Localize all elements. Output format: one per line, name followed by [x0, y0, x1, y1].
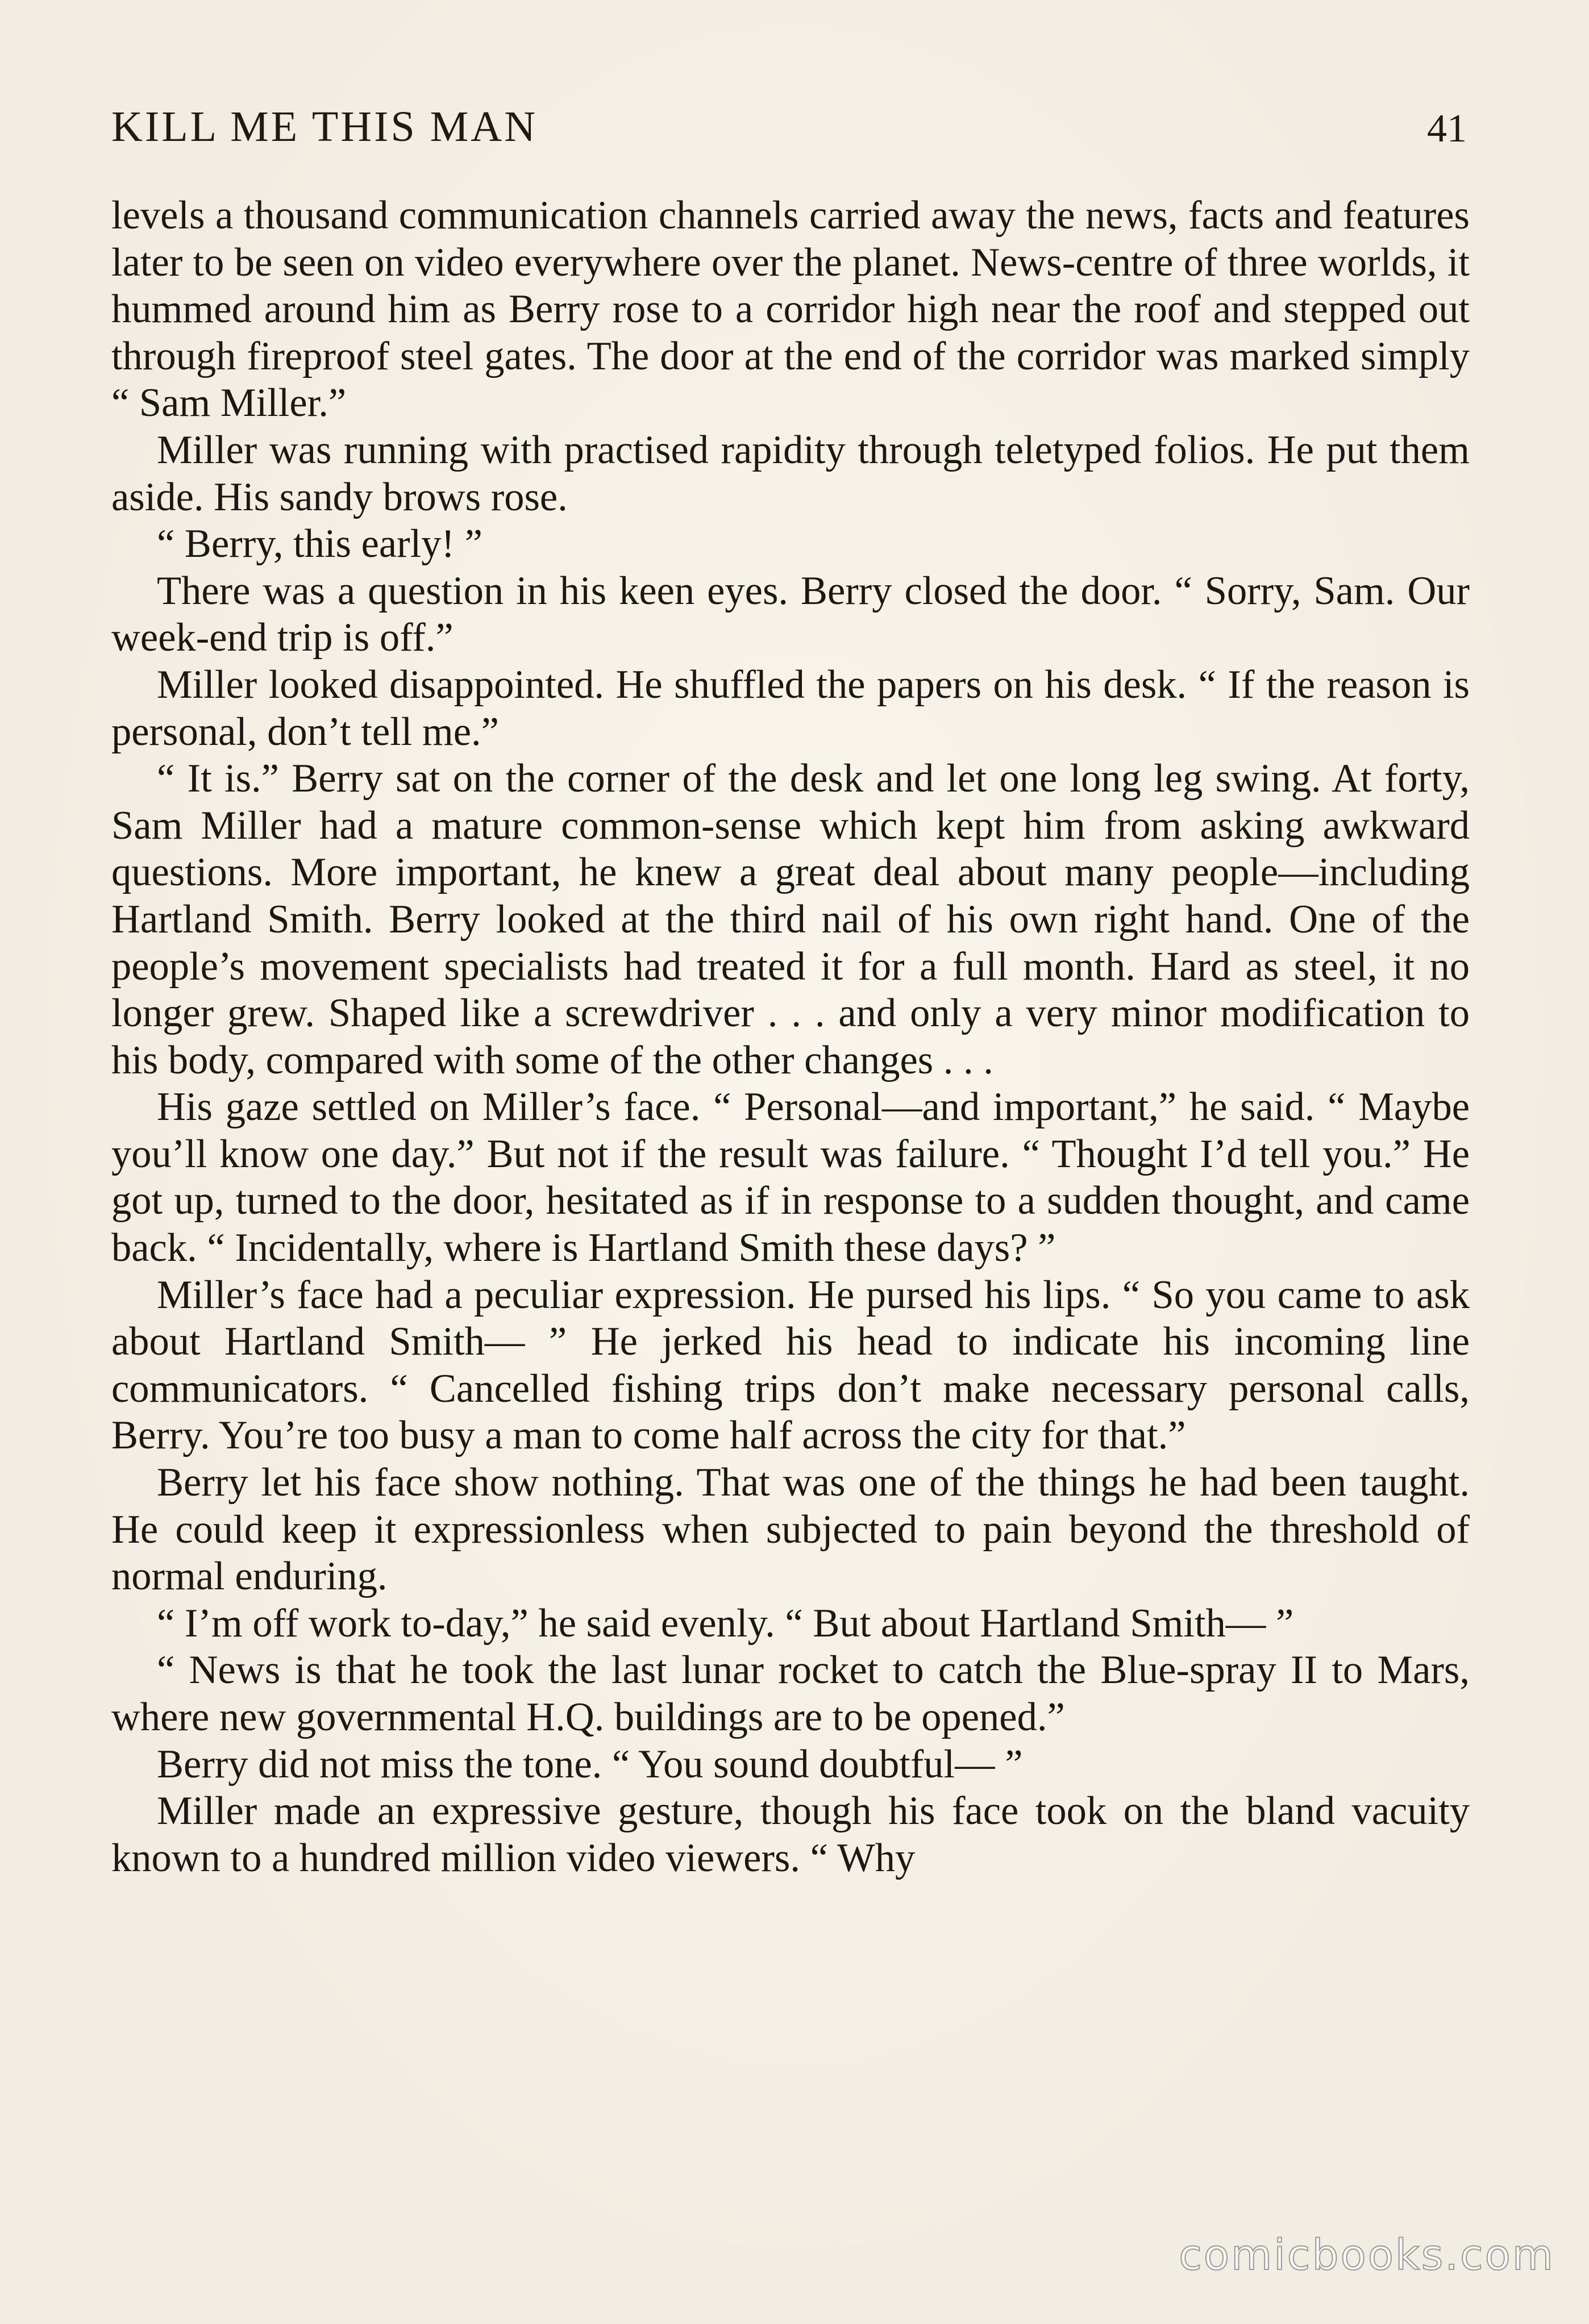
paragraph: levels a thousand communication channels carried away the news, facts and features later to be seen on video everywhere over the planet. News-centre of three worlds, it hummed around him as Berry rose to a corridor high near the roof and stepped out through fireproof steel gates. The door at the end of the corridor was marked simply “ Sam Miller.” [111, 193, 1470, 426]
paragraph: Miller was running with practised rapidity through teletyped folios. He put them aside. His sandy brows rose. [111, 427, 1470, 519]
paragraph: “ It is.” Berry sat on the corner of the desk and let one long leg swing. At forty, Sam Miller had a mature common-sense which kept him from asking awkward questions. More important, he knew a great deal about many people—including Hartland Smith. Berry looked at the third nail of his own right hand. One of the people’s movement specialists had treated it for a full month. Hard as steel, it no longer grew. Shaped like a screwdriver . . . and only a very minor modification to his body, compared with some of the other changes . . . [111, 756, 1470, 1082]
page-number: 41 [1427, 107, 1467, 151]
page-header [111, 95, 1467, 158]
paragraph: There was a question in his keen eyes. Berry closed the door. “ Sorry, Sam. Our week-end trip is off.” [111, 568, 1470, 660]
body-text [111, 192, 1470, 1881]
paragraph: His gaze settled on Miller’s face. “ Personal—and important,” he said. “ Maybe you’ll know one day.” But not if the result was failure. “ Thought I’d tell you.” He got up, turned to the door, hesitated as if in response to a sudden thought, and came back. “ Incidentally, where is Hartland Smith these days? ” [111, 1085, 1470, 1271]
running-head: KILL ME THIS MAN [111, 103, 538, 151]
paragraph: Berry let his face show nothing. That was one of the things he had been taught. He could keep it expressionless when subjected to pain beyond the threshold of normal enduring. [111, 1460, 1470, 1599]
watermark: comicbooks.com [1179, 2231, 1555, 2280]
paragraph: “ I’m off work to-day,” he said evenly. “ But about Hartland Smith— ” [157, 1601, 1294, 1646]
paragraph: Miller’s face had a peculiar expression. He pursed his lips. “ So you came to ask about Hartland Smith— ” He jerked his head to indicate his incoming line communicators. “ Cancelled fishing trips don’t make necessary personal calls, Berry. You’re too busy a man to come half across the city for that.” [111, 1272, 1470, 1458]
paragraph: Miller made an expressive gesture, though his face took on the bland vacuity known to a hundred million video viewers. “ Why [111, 1789, 1470, 1880]
paragraph: Berry did not miss the tone. “ You sound doubtful— ” [157, 1742, 1023, 1786]
paragraph: Miller looked disappointed. He shuffled the papers on his desk. “ If the reason is personal, don’t tell me.” [111, 662, 1470, 754]
paragraph: “ Berry, this early! ” [157, 522, 482, 567]
paragraph: “ News is that he took the last lunar rocket to catch the Blue-spray II to Mars, where new governmental H.Q. buildings are to be opened.” [111, 1648, 1470, 1739]
